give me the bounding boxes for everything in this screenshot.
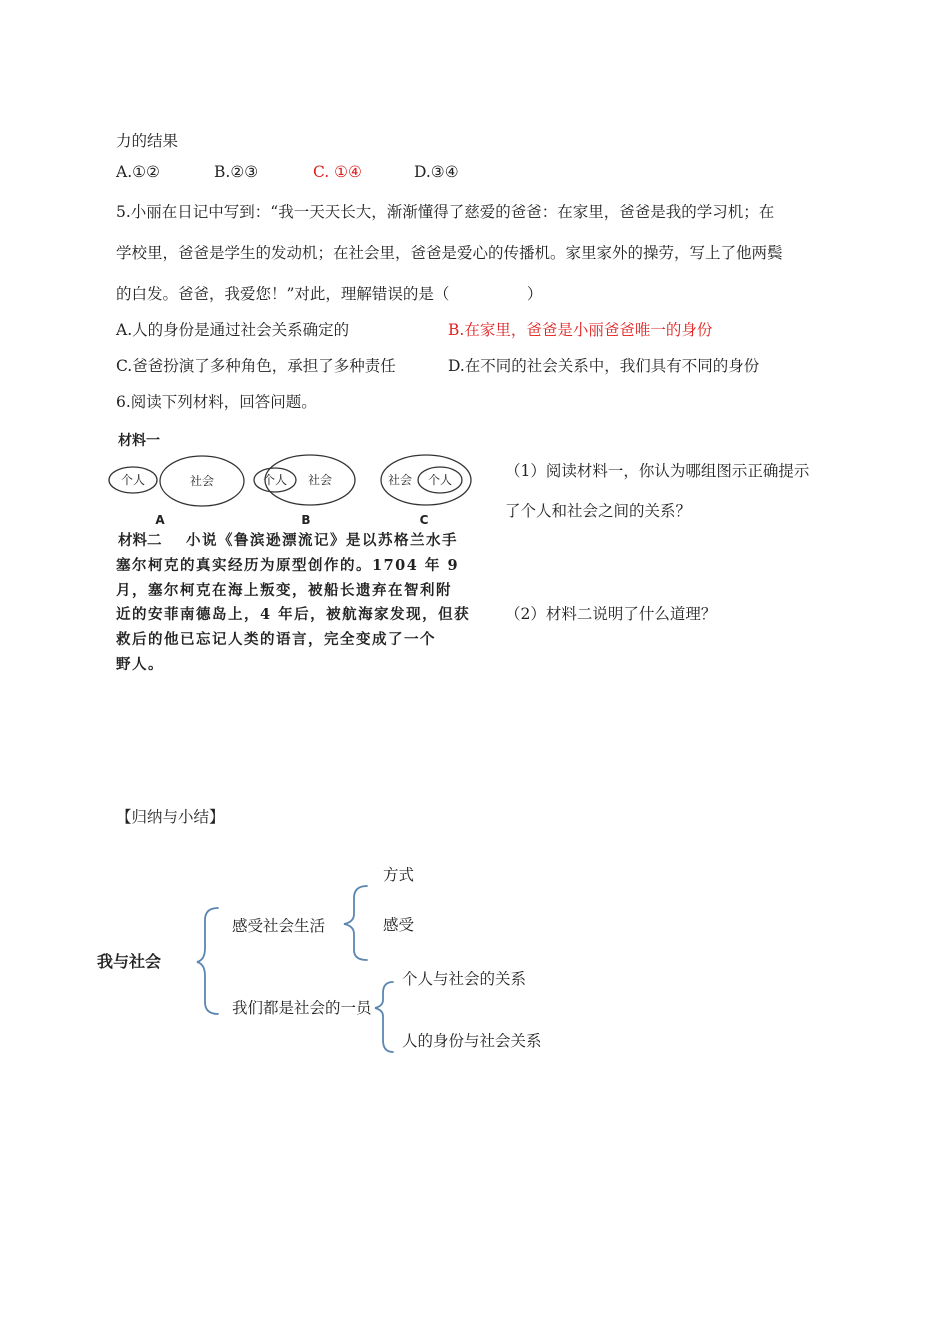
q4-option-d: D.③④ <box>414 163 459 181</box>
q5-option-d: D.在不同的社会关系中，我们具有不同的身份 <box>448 357 760 375</box>
diagram-c-society-label: 社会 <box>387 473 413 487</box>
q5-stem-line-2: 学校里，爸爸是学生的发动机；在社会里，爸爸是爱心的传播机。家里家外的操劳，写上了他两鬓 <box>116 244 783 262</box>
summary-root: 我与社会 <box>97 952 162 971</box>
material2-line-1: 小说《鲁滨逊漂流记》是以苏格兰水手 <box>186 532 458 549</box>
q6-sub1-line-1: （1）阅读材料一，你认为哪组图示正确提示 <box>505 462 810 480</box>
q5-stem-line-1: 5.小丽在日记中写到：“我一天天长大，渐渐懂得了慈爱的爸爸：在家里，爸爸是我的学习机；在 <box>116 203 775 221</box>
q5-option-c: C.爸爸扮演了多种角色，承担了多种责任 <box>116 357 396 375</box>
q4-option-b: B.②③ <box>214 163 259 181</box>
material2-title: 材料二 <box>118 533 162 549</box>
diagram-label-c: C <box>419 513 429 527</box>
q5-stem-line-3: 的白发。爸爸，我爱您！”对此，理解错误的是（ ） <box>116 285 543 303</box>
diagram-b-individual-label: 个人 <box>262 473 288 487</box>
summary-branch-2-child-1: 个人与社会的关系 <box>402 970 527 988</box>
material2-line-3: 月，塞尔柯克在海上叛变，被船长遗弃在智利附 <box>116 582 452 599</box>
summary-branch-1-child-2: 感受 <box>383 916 415 934</box>
summary-branch-2: 我们都是社会的一员 <box>232 999 372 1017</box>
summary-branch-2-child-2: 人的身份与社会关系 <box>402 1032 542 1050</box>
q6-sub2: （2）材料二说明了什么道理？ <box>505 605 717 623</box>
brace-root <box>197 908 218 1014</box>
summary-branch-1: 感受社会生活 <box>232 917 326 935</box>
q4-stem-continuation: 力的结果 <box>116 132 179 150</box>
q4-option-a: A.①② <box>116 163 160 181</box>
q5-option-a: A.人的身份是通过社会关系确定的 <box>116 321 350 339</box>
material1-title: 材料一 <box>118 433 160 449</box>
material2-line-6: 野人。 <box>116 656 164 673</box>
diagram-c-individual-label: 个人 <box>427 473 453 487</box>
diagram-label-b: B <box>301 513 311 527</box>
diagram-label-a: A <box>155 513 165 527</box>
q6-stem: 6.阅读下列材料，回答问题。 <box>116 393 317 411</box>
material2-line-4: 近的安菲南德岛上，4 年后，被航海家发现，但获 <box>116 606 471 623</box>
diagram-b-society-label: 社会 <box>307 473 333 487</box>
diagram-a-individual-label: 个人 <box>120 473 146 487</box>
brace-branch1 <box>344 886 367 960</box>
summary-branch-1-child-1: 方式 <box>383 866 415 884</box>
q6-sub1-line-2: 了个人和社会之间的关系？ <box>505 502 692 520</box>
summary-heading: 【归纳与小结】 <box>116 808 225 826</box>
materials-figure <box>108 428 482 680</box>
q5-option-b-answer: B.在家里，爸爸是小丽爸爸唯一的身份 <box>448 321 713 339</box>
material2-line-2: 塞尔柯克的真实经历为原型创作的。1704 年 9 <box>116 557 460 574</box>
material2-line-5: 救后的他已忘记人类的语言，完全变成了一个 <box>116 631 436 648</box>
diagram-a-society-label: 社会 <box>189 474 215 488</box>
brace-branch2 <box>375 982 393 1052</box>
q4-option-c-answer: C. ①④ <box>313 163 362 181</box>
